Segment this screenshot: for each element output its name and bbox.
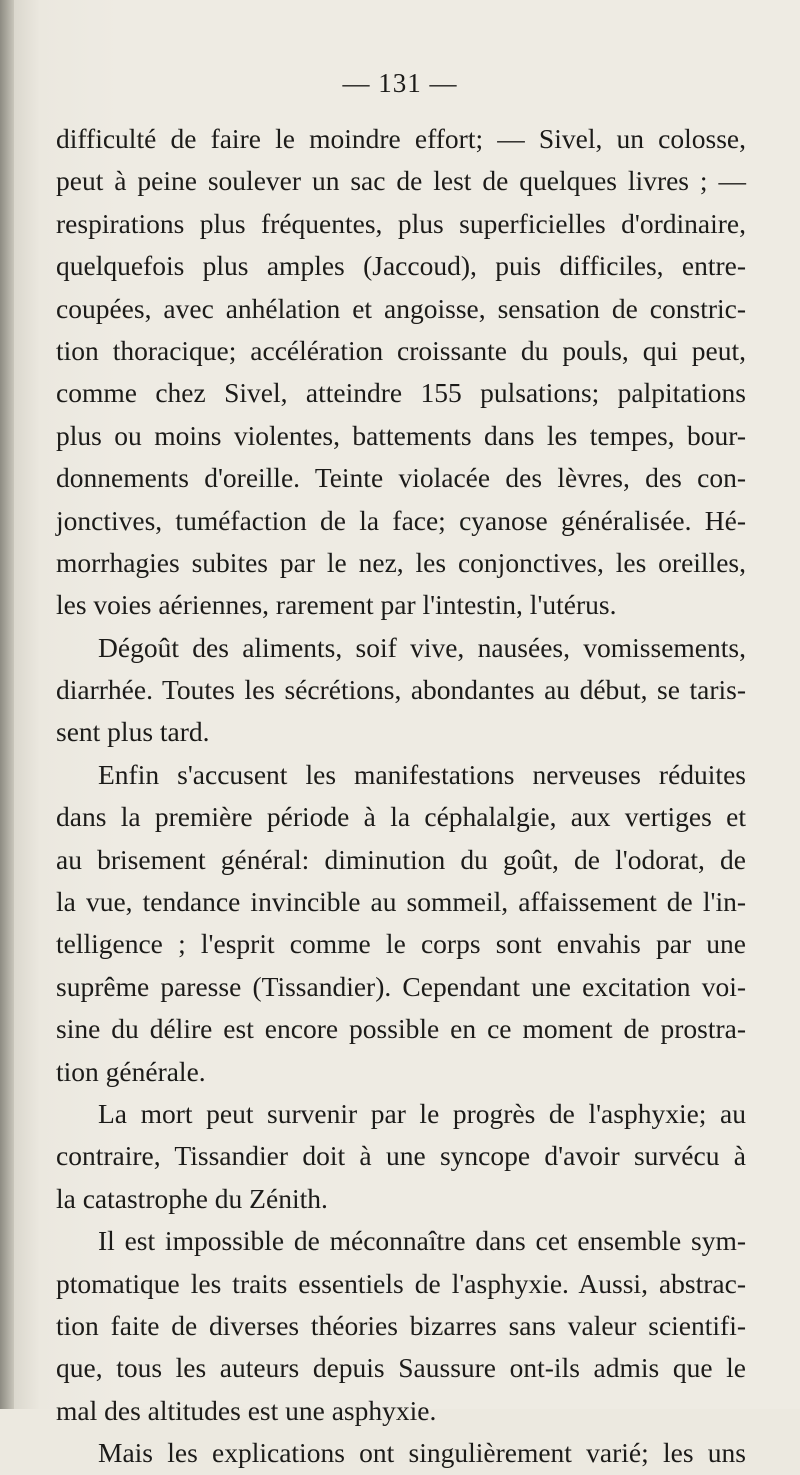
paragraph-start-line: Mais les explications ont singulièrement varié; les uns — [98, 1437, 746, 1469]
text-line: coupées, avec anhélation et angoisse, sensation de constric- — [56, 292, 746, 324]
paragraph-start-line: Enfin s'accusent les manifestations nerveuses réduites — [98, 758, 746, 790]
text-line: comme chez Sivel, atteindre 155 pulsations; palpitations — [56, 377, 746, 409]
body-text — [56, 118, 746, 1475]
text-line: peut à peine soulever un sac de lest de quelques livres ; — — [56, 165, 746, 197]
text-line: dans la première période à la céphalalgie, aux vertiges et — [56, 801, 746, 833]
text-line: diarrhée. Toutes les sécrétions, abondantes au début, se taris- — [56, 674, 746, 706]
paragraph-start-line: Dégoût des aliments, soif vive, nausées, vomissements, — [98, 631, 746, 663]
text-line: difficulté de faire le moindre effort; — Sivel, un colosse, — [56, 123, 746, 154]
text-line: sine du délire est encore possible en ce moment de prostra- — [56, 1013, 746, 1045]
text-line: les voies aériennes, rarement par l'intestin, l'utérus. — [56, 589, 617, 621]
paragraph-start-line: Il est impossible de méconnaître dans cet ensemble sym- — [98, 1225, 746, 1257]
text-line: donnements d'oreille. Teinte violacée des lèvres, des con- — [56, 462, 746, 494]
text-line: quelquefois plus amples (Jaccoud), puis difficiles, entre- — [56, 250, 746, 282]
text-line: que, tous les auteurs depuis Saussure ont-ils admis que le — [56, 1352, 746, 1384]
text-line: telligence ; l'esprit comme le corps sont envahis par une — [56, 928, 746, 960]
text-line: suprême paresse (Tissandier). Cependant une excitation voi- — [56, 970, 746, 1002]
page-number: — 131 — — [342, 68, 458, 98]
text-line: mal des altitudes est une asphyxie. — [56, 1394, 437, 1426]
text-line: tion générale. — [56, 1055, 206, 1087]
text-line: jonctives, tuméfaction de la face; cyanose généralisée. Hé- — [56, 504, 746, 536]
text-line: morrhagies subites par le nez, les conjonctives, les oreilles, — [56, 546, 746, 578]
text-line: la catastrophe du Zénith. — [56, 1182, 328, 1214]
text-line: au brisement général: diminution du goût, de l'odorat, de — [56, 843, 746, 875]
text-line: tion faite de diverses théories bizarres sans valeur scientifi- — [56, 1309, 746, 1341]
text-line: plus ou moins violentes, battements dans les tempes, bour- — [56, 419, 746, 451]
binding-shadow — [0, 0, 14, 1409]
paragraph-start-line: La mort peut survenir par le progrès de l'asphyxie; au — [98, 1097, 746, 1129]
text-line: sent plus tard. — [56, 716, 210, 748]
text-line: ptomatique les traits essentiels de l'asphyxie. Aussi, abstrac- — [56, 1267, 746, 1299]
text-line: contraire, Tissandier doit à une syncope d'avoir survécu à — [56, 1140, 746, 1172]
text-line: tion thoracique; accélération croissante du pouls, qui peut, — [56, 334, 746, 366]
text-line: respirations plus fréquentes, plus superficielles d'ordinaire, — [56, 207, 746, 239]
text-line: la vue, tendance invincible au sommeil, affaissement de l'in- — [56, 886, 746, 918]
